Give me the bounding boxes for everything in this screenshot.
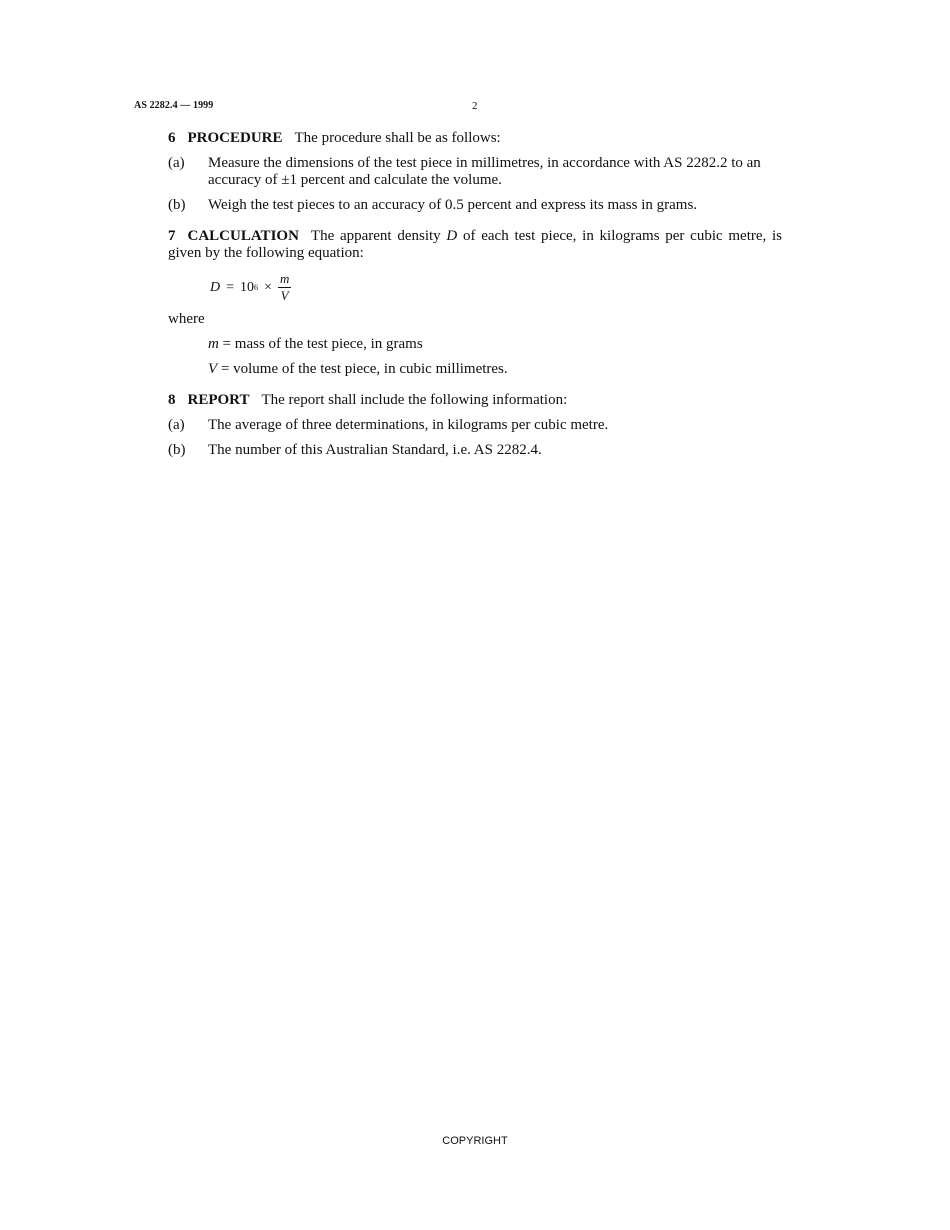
list-item-label: (b): [168, 442, 186, 458]
fraction-numerator: m: [279, 271, 290, 286]
document-body: [168, 130, 782, 467]
definition-item: [208, 336, 782, 353]
list-item-label: (a): [168, 155, 185, 171]
section-number: 7: [168, 228, 176, 244]
list-item: [168, 155, 782, 189]
list-item: [168, 442, 782, 459]
section-title: CALCULATION: [187, 228, 299, 244]
section-title: REPORT: [187, 392, 250, 408]
definition-symbol: m: [208, 336, 219, 352]
list-item-text: Weigh the test pieces to an accuracy of 0.5 percent and express its mass in grams.: [208, 197, 698, 213]
list-item-label: (b): [168, 197, 186, 213]
fraction-denominator: V: [280, 288, 289, 303]
section-procedure-heading: [168, 130, 782, 147]
equation-lhs: D: [210, 280, 221, 295]
section-number: 8: [168, 392, 176, 408]
list-item-text: The average of three determinations, in kilograms per cubic metre.: [208, 417, 609, 433]
section-intro-part: of each test piece, in kilograms per cubic metre, is given by the following equation:: [168, 228, 783, 261]
equation-equals: =: [226, 280, 235, 295]
density-symbol: D: [446, 228, 458, 244]
list-item: [168, 197, 782, 214]
copyright-footer: COPYRIGHT: [442, 1135, 508, 1147]
definition-item: [208, 361, 782, 378]
equation-times: ×: [264, 280, 272, 295]
section-intro: The procedure shall be as follows:: [294, 130, 501, 146]
section-report-heading: [168, 392, 782, 409]
list-item-label: (a): [168, 417, 185, 433]
document-identifier: AS 2282.4 — 1999: [134, 100, 214, 111]
section-intro: The report shall include the following information:: [261, 392, 568, 408]
list-item: [168, 417, 782, 434]
density-equation: D = 10 6 × $\frac{m}{V}$: [210, 271, 290, 303]
section-calculation-heading: [168, 228, 782, 262]
definition-text: = mass of the test piece, in grams: [222, 336, 423, 352]
where-label: where: [168, 311, 205, 327]
list-item-text: Measure the dimensions of the test piece in millimetres, in accordance with AS 2282.2 to an accuracy of ±1 percent and calculate the volume.: [208, 155, 761, 188]
definition-text: = volume of the test piece, in cubic millimetres.: [220, 361, 508, 377]
equation-base: 10: [240, 280, 255, 295]
equation-fraction: [278, 272, 291, 303]
definition-symbol: V: [208, 361, 218, 377]
section-intro-part: The apparent density: [310, 228, 441, 244]
section-title: PROCEDURE: [187, 130, 283, 146]
section-number: 6: [168, 130, 176, 146]
page-number: 2: [472, 100, 478, 112]
list-item-text: The number of this Australian Standard, i.e. AS 2282.4.: [208, 442, 542, 458]
